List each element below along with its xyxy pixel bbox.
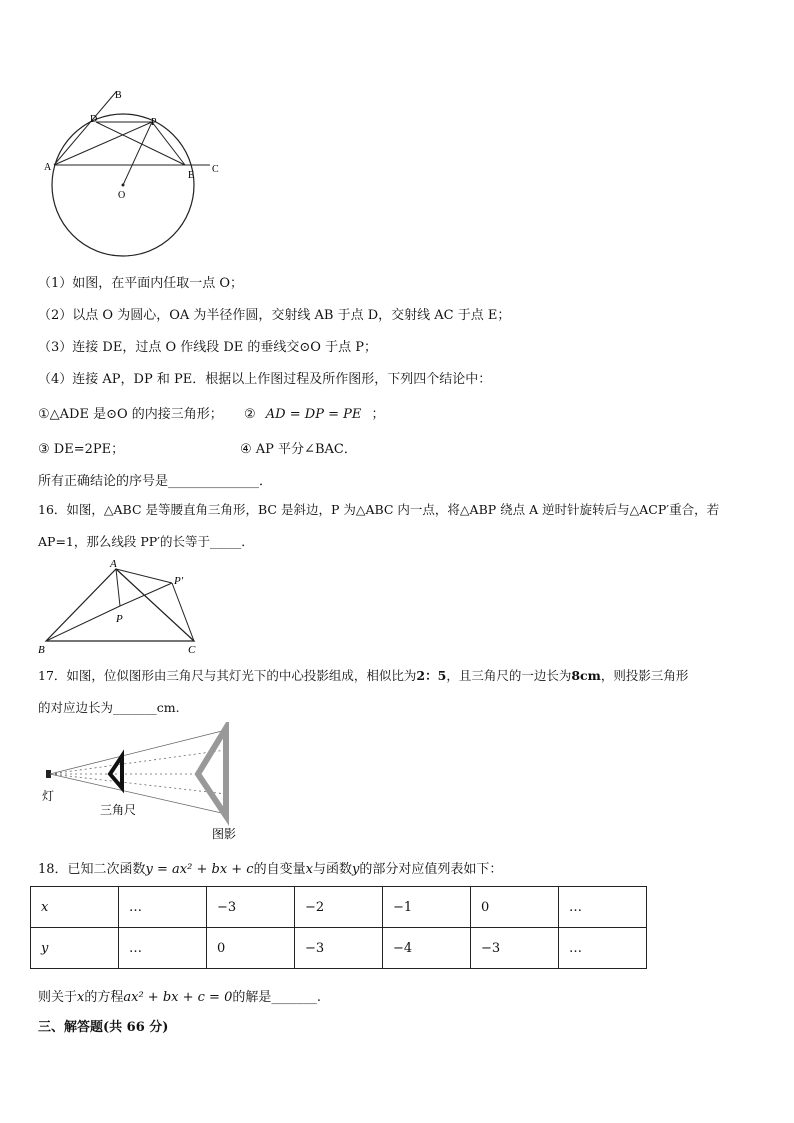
q18-after-x: x xyxy=(77,990,85,1005)
label-a: A xyxy=(110,558,117,570)
segment-bp xyxy=(46,606,120,641)
label-p: P xyxy=(116,613,123,625)
table-cell: … xyxy=(119,887,207,928)
q15-conclusion-2 xyxy=(244,403,385,422)
table-cell: −3 xyxy=(471,928,559,969)
q17-length: 8cm xyxy=(571,668,601,683)
q15-step3: （3）连接 DE，过点 O 作线段 DE 的垂线交⊙O 于点 P； xyxy=(38,340,377,355)
q15-conclusion-2-formula: AD = DP = PE xyxy=(265,407,362,422)
q18-after-c: 的解是_______. xyxy=(232,990,321,1005)
segment-p-p-prime xyxy=(120,583,172,606)
table-row xyxy=(31,887,647,928)
q15-conclusion-2-prefix: ② xyxy=(244,407,256,422)
q18-line1-b: 的自变量 xyxy=(253,862,306,877)
q17-line1 xyxy=(38,666,688,684)
segment-p-prime-c xyxy=(172,583,194,641)
q17-line1-c: ，则投影三角形 xyxy=(600,668,689,683)
label-p: P xyxy=(151,117,157,128)
table-cell: −4 xyxy=(383,928,471,969)
table-cell: y xyxy=(31,928,119,969)
label-d: D xyxy=(90,114,98,125)
label-p-prime: P′ xyxy=(174,575,184,587)
q17-ratio: 2：5 xyxy=(416,668,447,683)
segment-op xyxy=(123,122,152,185)
table-cell: −2 xyxy=(295,887,383,928)
label-o: O xyxy=(118,190,126,201)
q17-line1-b: ，且三角尺的一边长为 xyxy=(446,668,572,683)
q18-xvar: x xyxy=(305,862,313,877)
table-cell: … xyxy=(559,887,647,928)
q15-step4: （4）连接 AP，DP 和 PE．根据以上作图过程及所作图形，下列四个结论中： xyxy=(38,372,492,387)
q17-line2: 的对应边长为_______cm. xyxy=(38,700,180,715)
q18-func: y = ax² + bx + c xyxy=(145,862,254,877)
point-o xyxy=(122,184,125,187)
label-lamp: 灯 xyxy=(42,789,55,803)
label-b: B xyxy=(115,90,122,101)
q18-line1-c: 与函数 xyxy=(312,862,352,877)
segment-de xyxy=(96,122,185,165)
table-cell: −3 xyxy=(207,887,295,928)
q15-conclusion-2-suffix: ； xyxy=(371,407,385,422)
ray-ab xyxy=(54,92,116,165)
label-c: C xyxy=(212,164,219,175)
segment-ap xyxy=(54,122,152,165)
table-cell: … xyxy=(559,928,647,969)
q18-line1-d: 的部分对应值列表如下： xyxy=(359,862,503,877)
q18-line1 xyxy=(38,858,502,877)
q18-after-table xyxy=(38,986,321,1005)
table-cell: 0 xyxy=(471,887,559,928)
q18-line1-a: 18．已知二次函数 xyxy=(38,862,146,877)
section-3-heading: 三、解答题(共 66 分) xyxy=(38,1020,169,1035)
label-b: B xyxy=(38,644,45,656)
table-cell: −1 xyxy=(383,887,471,928)
table-row xyxy=(31,928,647,969)
q15-step1: （1）如图，在平面内任取一点 O； xyxy=(38,276,244,291)
q18-yvar: y xyxy=(351,862,360,877)
q18-value-table xyxy=(30,886,647,969)
label-a: A xyxy=(44,162,52,173)
label-c: C xyxy=(188,644,196,656)
shadow-triangle-shape xyxy=(198,728,226,816)
table-cell: 0 xyxy=(207,928,295,969)
q15-conclusion-1: ①△ADE 是⊙O 的内接三角形； xyxy=(38,407,223,422)
q18-after-b: 的方程 xyxy=(84,990,124,1005)
segment-ap xyxy=(116,569,120,606)
q16-line2: AP=1，那么线段 PP′的长等于_____． xyxy=(38,534,254,549)
q15-conclusion-4: ④ AP 平分∠BAC． xyxy=(240,442,357,457)
table-cell: x xyxy=(31,887,119,928)
label-ruler: 三角尺 xyxy=(100,803,137,817)
table-cell: −3 xyxy=(295,928,383,969)
label-shadow: 图影 xyxy=(212,827,237,841)
figure-16-triangle xyxy=(34,556,204,656)
label-e: E xyxy=(188,170,195,181)
q15-step2: （2）以点 O 为圆心，OA 为半径作圆，交射线 AB 于点 D，交射线 AC 于点 E； xyxy=(38,308,511,323)
q15-answer-prompt: 所有正确结论的序号是______________． xyxy=(38,474,273,489)
q15-conclusion-3: ③ DE=2PE； xyxy=(38,442,125,457)
figure-15-circle-construction xyxy=(30,80,230,260)
q17-line1-a: 17．如图，位似图形由三角尺与其灯光下的中心投影组成，相似比为 xyxy=(38,668,417,683)
table-cell: … xyxy=(119,928,207,969)
triangle-ruler-shape xyxy=(110,756,122,788)
figure-17-projection xyxy=(36,722,256,844)
q16-line1: 16．如图，△ABC 是等腰直角三角形，BC 是斜边，P 为△ABC 内一点，将△ABP 绕点 A 逆时针旋转后与△ACP′重合，若 xyxy=(38,502,720,517)
q18-equation: ax² + bx + c = 0 xyxy=(123,990,233,1005)
q18-after-a: 则关于 xyxy=(38,990,78,1005)
